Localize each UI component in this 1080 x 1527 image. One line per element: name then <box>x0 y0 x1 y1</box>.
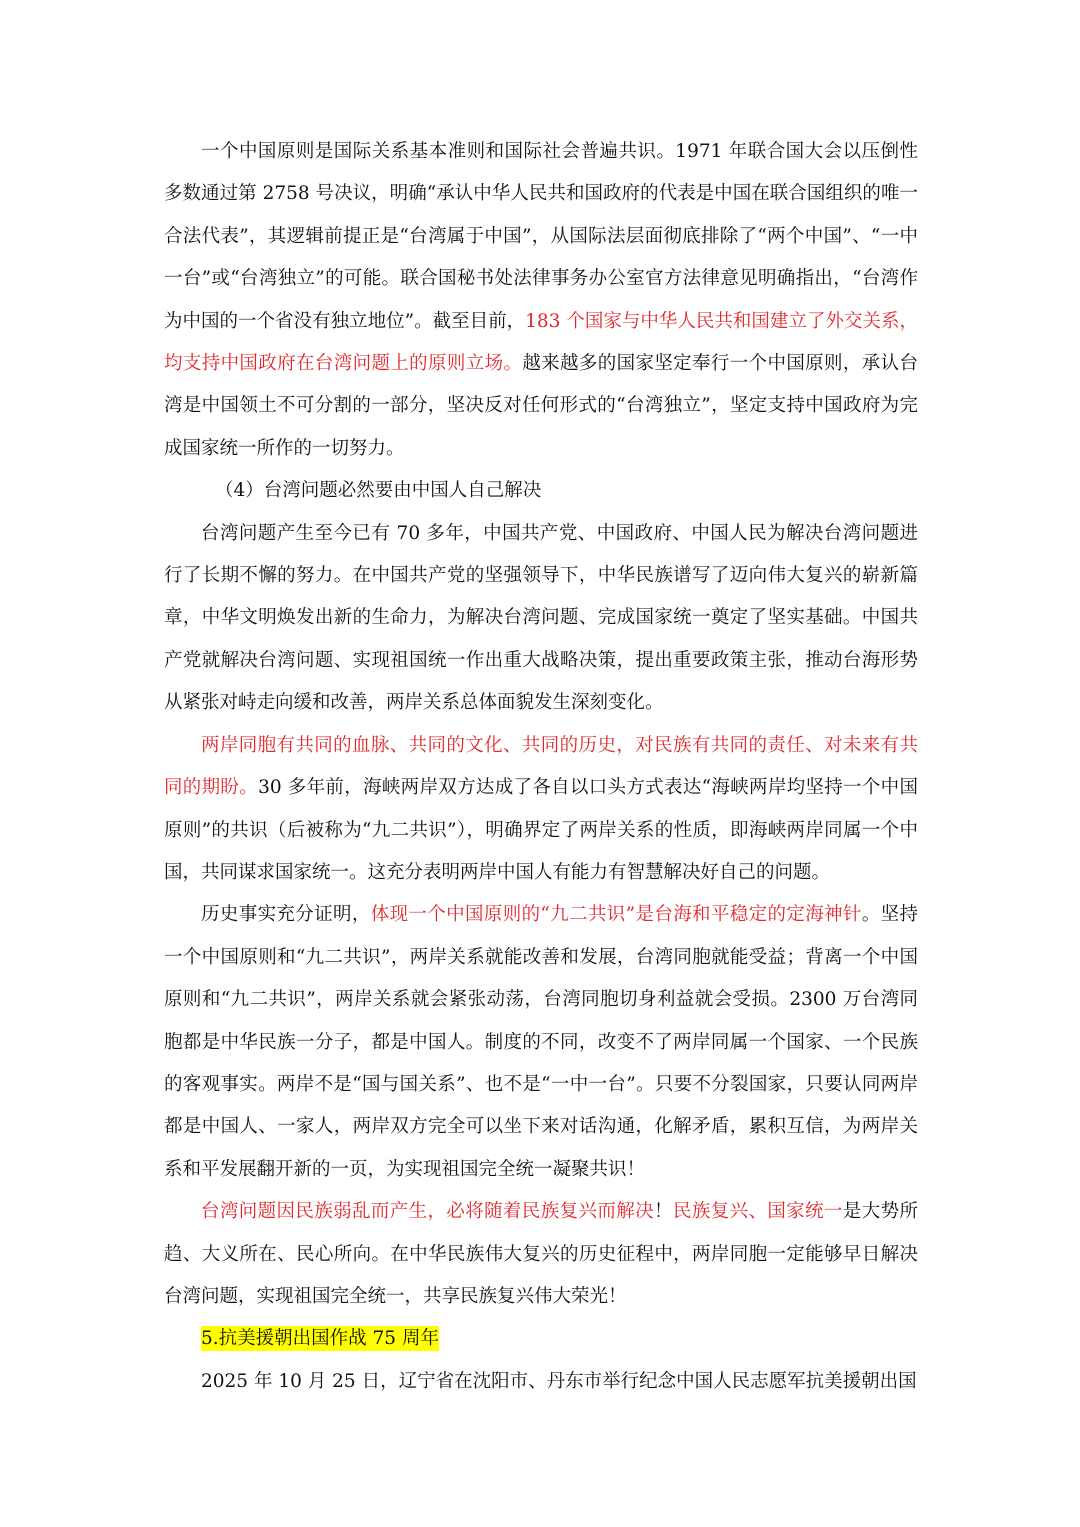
section-heading: （4）台湾问题必然要由中国人自己解决 <box>215 480 542 502</box>
text-segment: 2025 年 10 月 25 日，辽宁省在沈阳市、丹东市举行纪念中国人民志愿军抗美援朝出国 <box>201 1370 917 1392</box>
paragraph-1992-consensus <box>164 894 918 1191</box>
emphasis-text: 两岸同胞有共同的血脉、共同的文化、共同的历史，对民族有共同的责任、对未来有共同的期盼。 <box>164 734 918 799</box>
emphasis-text: 183 个国家与中华人民共和国建立了外交关系，均支持中国政府在台湾问题上的原则立场。 <box>164 310 918 375</box>
paragraph-taiwan-issue-history <box>164 513 918 725</box>
paragraph-one-china-principle <box>164 131 918 470</box>
text-segment: 越来越多的国家坚定奉行一个中国原则，承认台湾是中国领土不可分割的一部分，坚决反对任何形式的“台湾独立”，坚定支持中国政府为完成国家统一所作的一切努力。 <box>164 353 918 459</box>
text-segment: 30 多年前，海峡两岸双方达成了各自以口头方式表达“海峡两岸均坚持一个中国原则”的共识（后被称为“九二共识”），明确界定了两岸关系的性质，即海峡两岸同属一个中国，共同谋求国家统一。这充分表明两岸中国人有能力有智慧解决好自己的问题。 <box>164 777 918 883</box>
emphasis-text: 体现一个中国原则的“九二共识”是台海和平稳定的定海神针 <box>370 904 862 926</box>
highlighted-section-title <box>164 1318 918 1360</box>
text-segment: 一个中国原则是国际关系基本准则和国际社会普遍共识。1971 年联合国大会以压倒性多数通过第 2758 号决议，明确“承认中华人民共和国政府的代表是中国在联合国组织的唯一合法代表”，其逻辑前提正是“台湾属于中国”，从国际法层面彻底排除了“两个中国”、“一中一台”或“台湾独立”的可能。联合国秘书处法律事务办公室官方法律意见明确指出，“台湾作为中国的一个省没有独立地位”。截至目前， <box>164 141 918 332</box>
emphasis-text: 民族复兴、国家统一 <box>672 1201 843 1223</box>
paragraph-shared-bloodline <box>164 725 918 895</box>
document-page <box>164 131 918 1403</box>
text-segment: ！ <box>654 1201 673 1223</box>
paragraph-national-rejuvenation <box>164 1191 918 1318</box>
highlight-heading: 5.抗美援朝出国作战 75 周年 <box>201 1328 439 1350</box>
text-segment: 历史事实充分证明， <box>201 904 371 926</box>
text-segment: 台湾问题产生至今已有 70 多年，中国共产党、中国政府、中国人民为解决台湾问题进行了长期不懈的努力。在中国共产党的坚强领导下，中华民族谱写了迈向伟大复兴的崭新篇章，中华文明焕发出新的生命力，为解决台湾问题、完成国家统一奠定了坚实基础。中国共产党就解决台湾问题、实现祖国统一作出重大战略决策，提出重要政策主张，推动台海形势从紧张对峙走向缓和改善，两岸关系总体面貌发生深刻变化。 <box>164 522 918 714</box>
emphasis-text: 台湾问题因民族弱乱而产生，必将随着民族复兴而解决 <box>201 1201 655 1223</box>
text-segment: 。坚持一个中国原则和“九二共识”，两岸关系就能改善和发展，台湾同胞就能受益；背离一个中国原则和“九二共识”，两岸关系就会紧张动荡，台湾同胞切身利益就会受损。2300 万台湾同胞都是中华民族一分子，都是中国人。制度的不同，改变不了两岸同属一个国家、一个民族的客观事实。两岸不是“国与国关系”、也不是“一中一台”。只要不分裂国家，只要认同两岸都是中国人、一家人，两岸双方完全可以坐下来对话沟通，化解矛盾，累积互信，为两岸关系和平发展翻开新的一页，为实现祖国完全统一凝聚共识！ <box>164 904 918 1180</box>
paragraph-korean-war-anniversary <box>164 1361 918 1403</box>
text-segment: 是大势所趋、大义所在、民心所向。在中华民族伟大复兴的历史征程中，两岸同胞一定能够早日解决台湾问题，实现祖国完全统一，共享民族复兴伟大荣光！ <box>164 1201 918 1307</box>
